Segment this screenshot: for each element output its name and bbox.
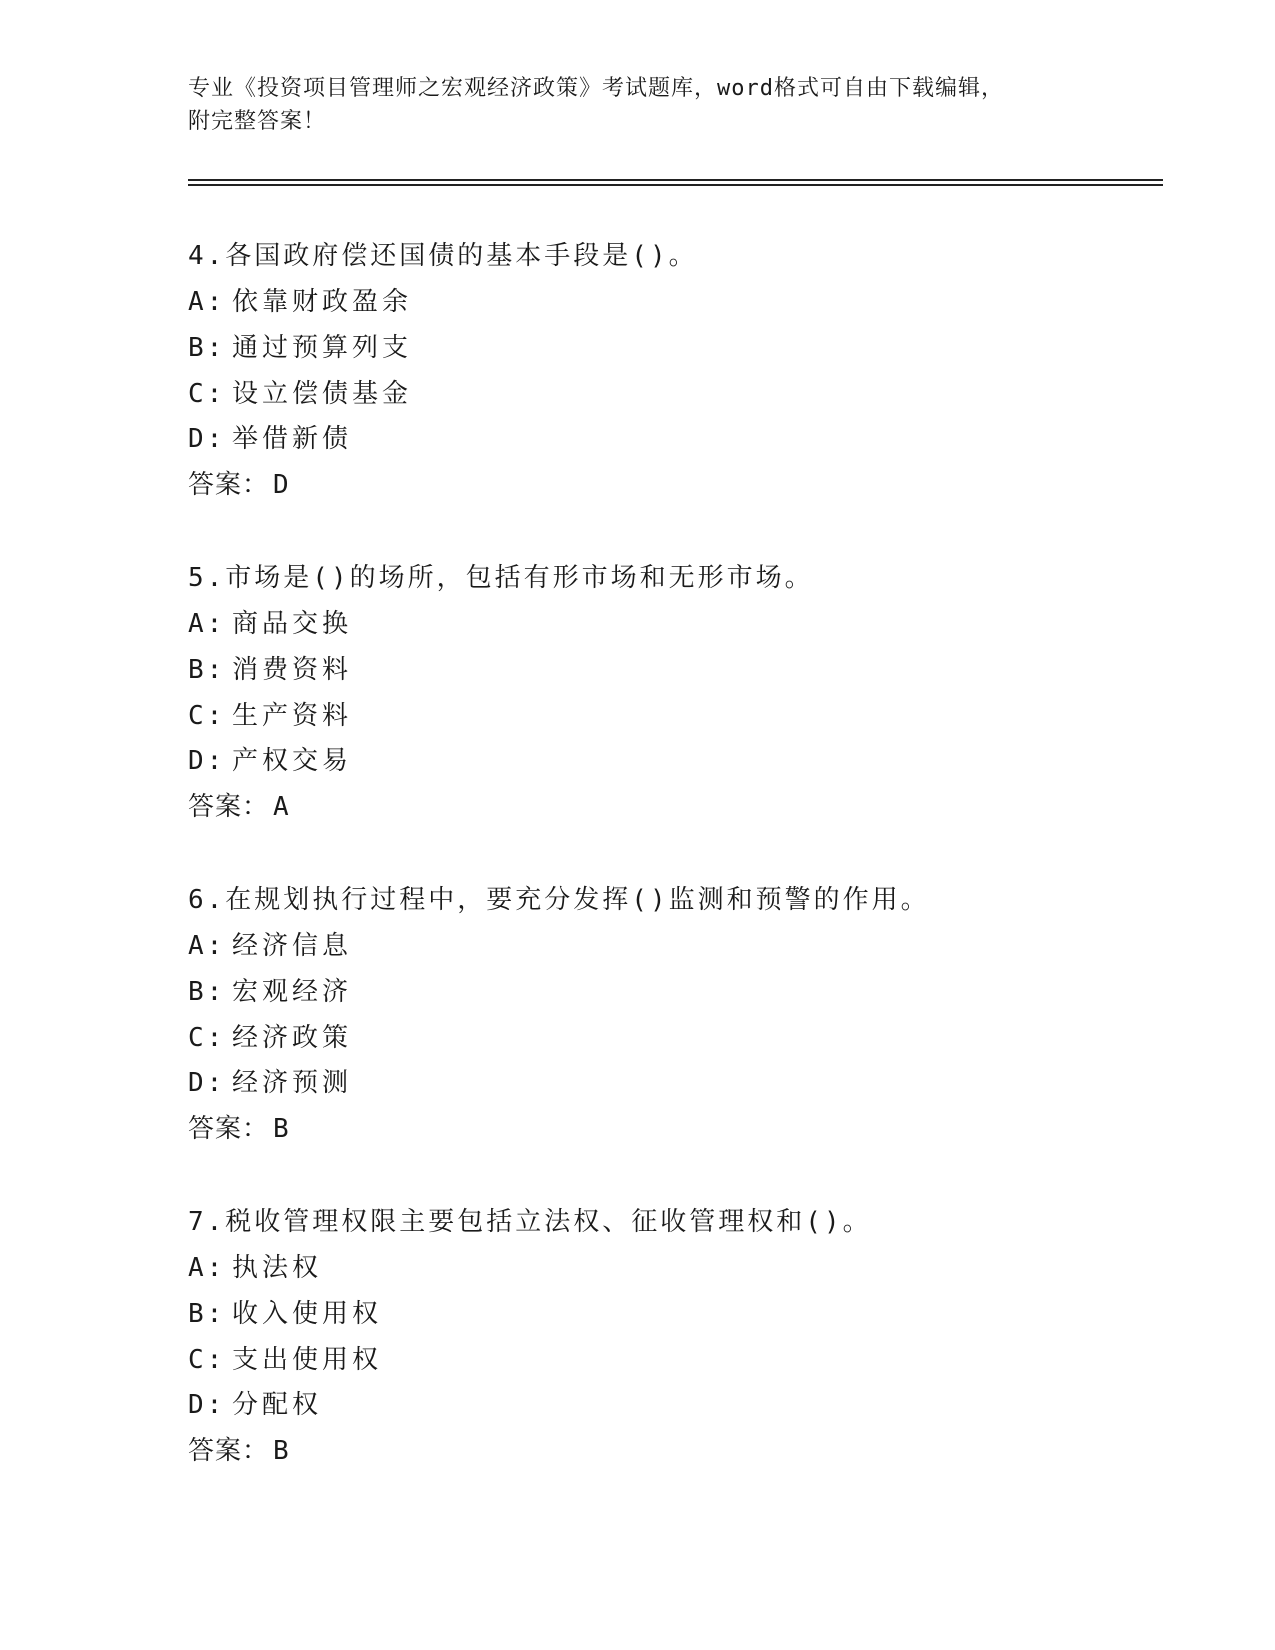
option-b [188, 974, 352, 1010]
answer-line [188, 467, 290, 503]
option-text: 经济政策 [232, 1023, 353, 1053]
answer-line [188, 1111, 290, 1147]
question-stem: 5.市场是()的场所，包括有形市场和无形市场。 [188, 563, 814, 593]
answer-value: B [273, 1114, 290, 1144]
option-key: C: [188, 379, 226, 409]
option-key: A: [188, 931, 226, 961]
option-d [188, 421, 352, 457]
option-c [188, 376, 412, 412]
answer-line [188, 789, 290, 825]
option-key: C: [188, 1345, 226, 1375]
option-d [188, 743, 352, 779]
question-list [188, 238, 1163, 1526]
option-text: 设立偿债基金 [232, 379, 413, 409]
option-text: 依靠财政盈余 [232, 287, 413, 317]
option-key: C: [188, 701, 226, 731]
option-b [188, 1296, 382, 1332]
header-line-2: 附完整答案！ [188, 109, 327, 134]
option-a [188, 1250, 322, 1286]
option-d [188, 1387, 322, 1423]
option-b [188, 330, 412, 366]
answer-line [188, 1433, 290, 1469]
option-key: A: [188, 1253, 226, 1283]
option-key: A: [188, 609, 226, 639]
option-a [188, 606, 352, 642]
option-key: C: [188, 1023, 226, 1053]
document-header [188, 72, 1088, 138]
answer-value: A [273, 792, 290, 822]
option-d [188, 1065, 352, 1101]
option-key: D: [188, 1390, 226, 1420]
option-a [188, 284, 412, 320]
question-item [188, 882, 1163, 1204]
header-divider-top [188, 179, 1163, 181]
option-key: B: [188, 1299, 226, 1329]
option-text: 商品交换 [232, 609, 353, 639]
option-text: 执法权 [232, 1253, 323, 1283]
option-text: 产权交易 [232, 746, 353, 776]
option-text: 宏观经济 [232, 977, 353, 1007]
question-stem: 4.各国政府偿还国债的基本手段是()。 [188, 241, 698, 271]
answer-label: 答案： [188, 470, 270, 500]
option-key: D: [188, 746, 226, 776]
option-text: 举借新债 [232, 424, 353, 454]
answer-value: B [273, 1436, 290, 1466]
option-key: A: [188, 287, 226, 317]
answer-label: 答案： [188, 792, 270, 822]
option-key: D: [188, 424, 226, 454]
option-text: 通过预算列支 [232, 333, 413, 363]
option-text: 生产资料 [232, 701, 353, 731]
option-text: 经济预测 [232, 1068, 353, 1098]
option-key: B: [188, 977, 226, 1007]
option-text: 经济信息 [232, 931, 353, 961]
option-key: D: [188, 1068, 226, 1098]
question-stem: 6.在规划执行过程中，要充分发挥()监测和预警的作用。 [188, 885, 930, 915]
option-c [188, 698, 352, 734]
question-stem: 7.税收管理权限主要包括立法权、征收管理权和()。 [188, 1207, 872, 1237]
question-item [188, 1204, 1163, 1526]
option-text: 收入使用权 [232, 1299, 383, 1329]
answer-value: D [273, 470, 290, 500]
option-a [188, 928, 352, 964]
option-key: B: [188, 655, 226, 685]
option-text: 消费资料 [232, 655, 353, 685]
option-c [188, 1020, 352, 1056]
option-text: 分配权 [232, 1390, 323, 1420]
header-line-1: 专业《投资项目管理师之宏观经济政策》考试题库，word格式可自由下载编辑， [188, 76, 1004, 101]
option-key: B: [188, 333, 226, 363]
answer-label: 答案： [188, 1114, 270, 1144]
option-c [188, 1342, 382, 1378]
question-item [188, 238, 1163, 560]
answer-label: 答案： [188, 1436, 270, 1466]
header-divider-bottom [188, 184, 1163, 186]
question-item [188, 560, 1163, 882]
option-text: 支出使用权 [232, 1345, 383, 1375]
option-b [188, 652, 352, 688]
